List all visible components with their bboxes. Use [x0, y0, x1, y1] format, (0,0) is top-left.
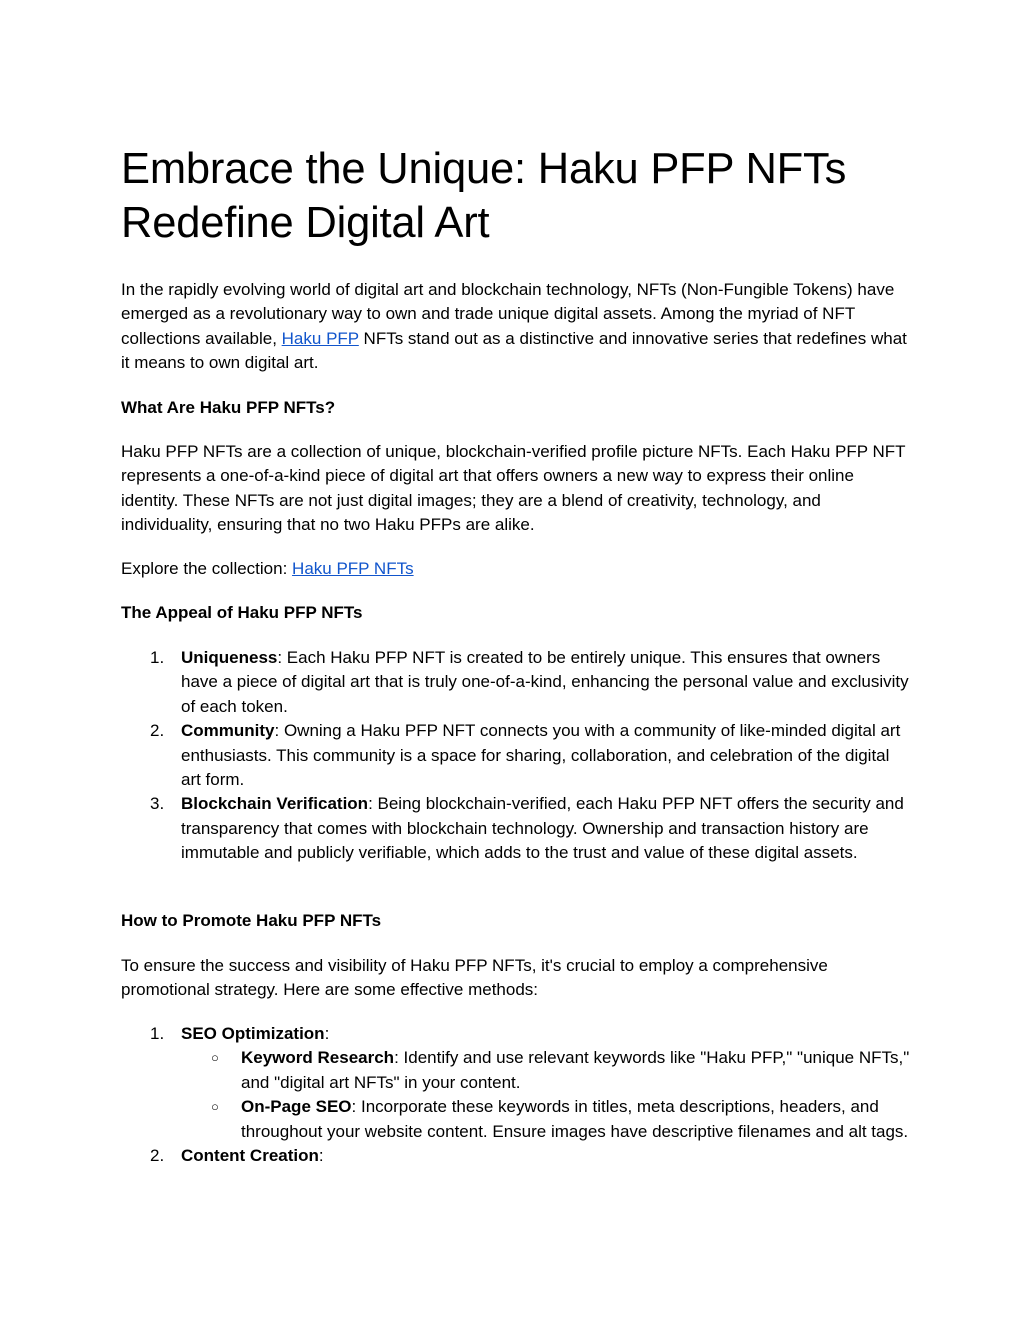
list-number: 1. [150, 648, 165, 667]
section-heading-appeal: The Appeal of Haku PFP NFTs [121, 603, 363, 622]
haku-pfp-nfts-link[interactable]: Haku PFP NFTs [292, 559, 414, 578]
sub-list-item [181, 1095, 911, 1144]
sub-list-text: : Identify and use relevant keywords like "Haku PFP," "unique NFTs," and "digital art NFTs" in your content. [241, 1048, 910, 1092]
hollow-circle-bullet-icon: ○ [211, 1099, 219, 1115]
intro-text-before: In the rapidly evolving world of digital art and blockchain technology, NFTs (Non-Fungible Tokens) have emerged as a revolutionary way to own and trade unique digital assets. Among the myriad of NFT collections available, [121, 280, 895, 348]
sub-list-term: On-Page SEO [241, 1097, 352, 1117]
intro-paragraph [121, 278, 911, 376]
list-item-term: Content Creation [181, 1146, 319, 1166]
list-item-text: : [318, 1146, 324, 1166]
promote-list [121, 1022, 911, 1168]
list-item-text: : Each Haku PFP NFT is created to be entirely unique. This ensures that owners have a piece of digital art that is truly one-of-a-kind, enhancing the personal value and exclusivity of each token. [181, 648, 909, 716]
list-item [121, 792, 911, 865]
explore-paragraph [121, 557, 911, 581]
list-item [121, 719, 911, 792]
haku-pfp-link[interactable]: Haku PFP [281, 328, 359, 348]
sub-list-term: Keyword Research [241, 1048, 395, 1068]
list-item [121, 1022, 911, 1144]
list-number: 2. [150, 721, 165, 741]
list-item-text: : Being blockchain-verified, each Haku PFP NFT offers the security and transparency that comes with blockchain technology. Ownership and transaction history are immutable and publicly verifiable, which adds to the trust and value of these digital assets. [181, 794, 904, 863]
list-item [121, 1144, 911, 1168]
sub-list [181, 1046, 911, 1144]
sub-list-item [181, 1046, 911, 1095]
section3-paragraph: To ensure the success and visibility of Haku PFP NFTs, it's crucial to employ a comprehensive promotional strategy. Here are some effective methods: [121, 956, 828, 1000]
list-item [121, 646, 911, 719]
list-item-term: Uniqueness [181, 648, 278, 667]
list-item-term: SEO Optimization [181, 1024, 325, 1043]
list-number: 1. [150, 1024, 165, 1043]
appeal-list [121, 646, 911, 866]
list-item-text: : Owning a Haku PFP NFT connects you with a community of like-minded digital art enthusiasts. This community is a space for sharing, collaboration, and celebration of the digital art form. [181, 721, 901, 790]
section-heading-promote: How to Promote Haku PFP NFTs [121, 911, 382, 930]
section-heading-what-are: What Are Haku PFP NFTs? [121, 398, 336, 417]
list-item-term: Blockchain Verification [181, 794, 369, 814]
section1-paragraph: Haku PFP NFTs are a collection of unique, blockchain-verified profile picture NFTs. Each Haku PFP NFT represents a one-of-a-kind piece of digital art that offers owners a new way to express their online identity. These NFTs are not just digital images; they are a blend of creativity, technology, and individuality, ensuring that no two Haku PFPs are alike. [121, 442, 906, 535]
page-title: Embrace the Unique: Haku PFP NFTs Redefine Digital Art [121, 145, 847, 247]
list-item-text: : [324, 1024, 330, 1043]
list-item-term: Community [181, 721, 275, 741]
explore-label: Explore the collection: [121, 559, 293, 578]
sub-list-text: : Incorporate these keywords in titles, meta descriptions, headers, and throughout your website content. Ensure images have descriptive filenames and alt tags. [241, 1097, 909, 1141]
list-number: 2. [150, 1146, 165, 1166]
intro-text-after: NFTs stand out as a distinctive and innovative series that redefines what it means to own digital art. [121, 328, 907, 373]
list-number: 3. [150, 794, 165, 814]
hollow-circle-bullet-icon: ○ [211, 1050, 219, 1066]
